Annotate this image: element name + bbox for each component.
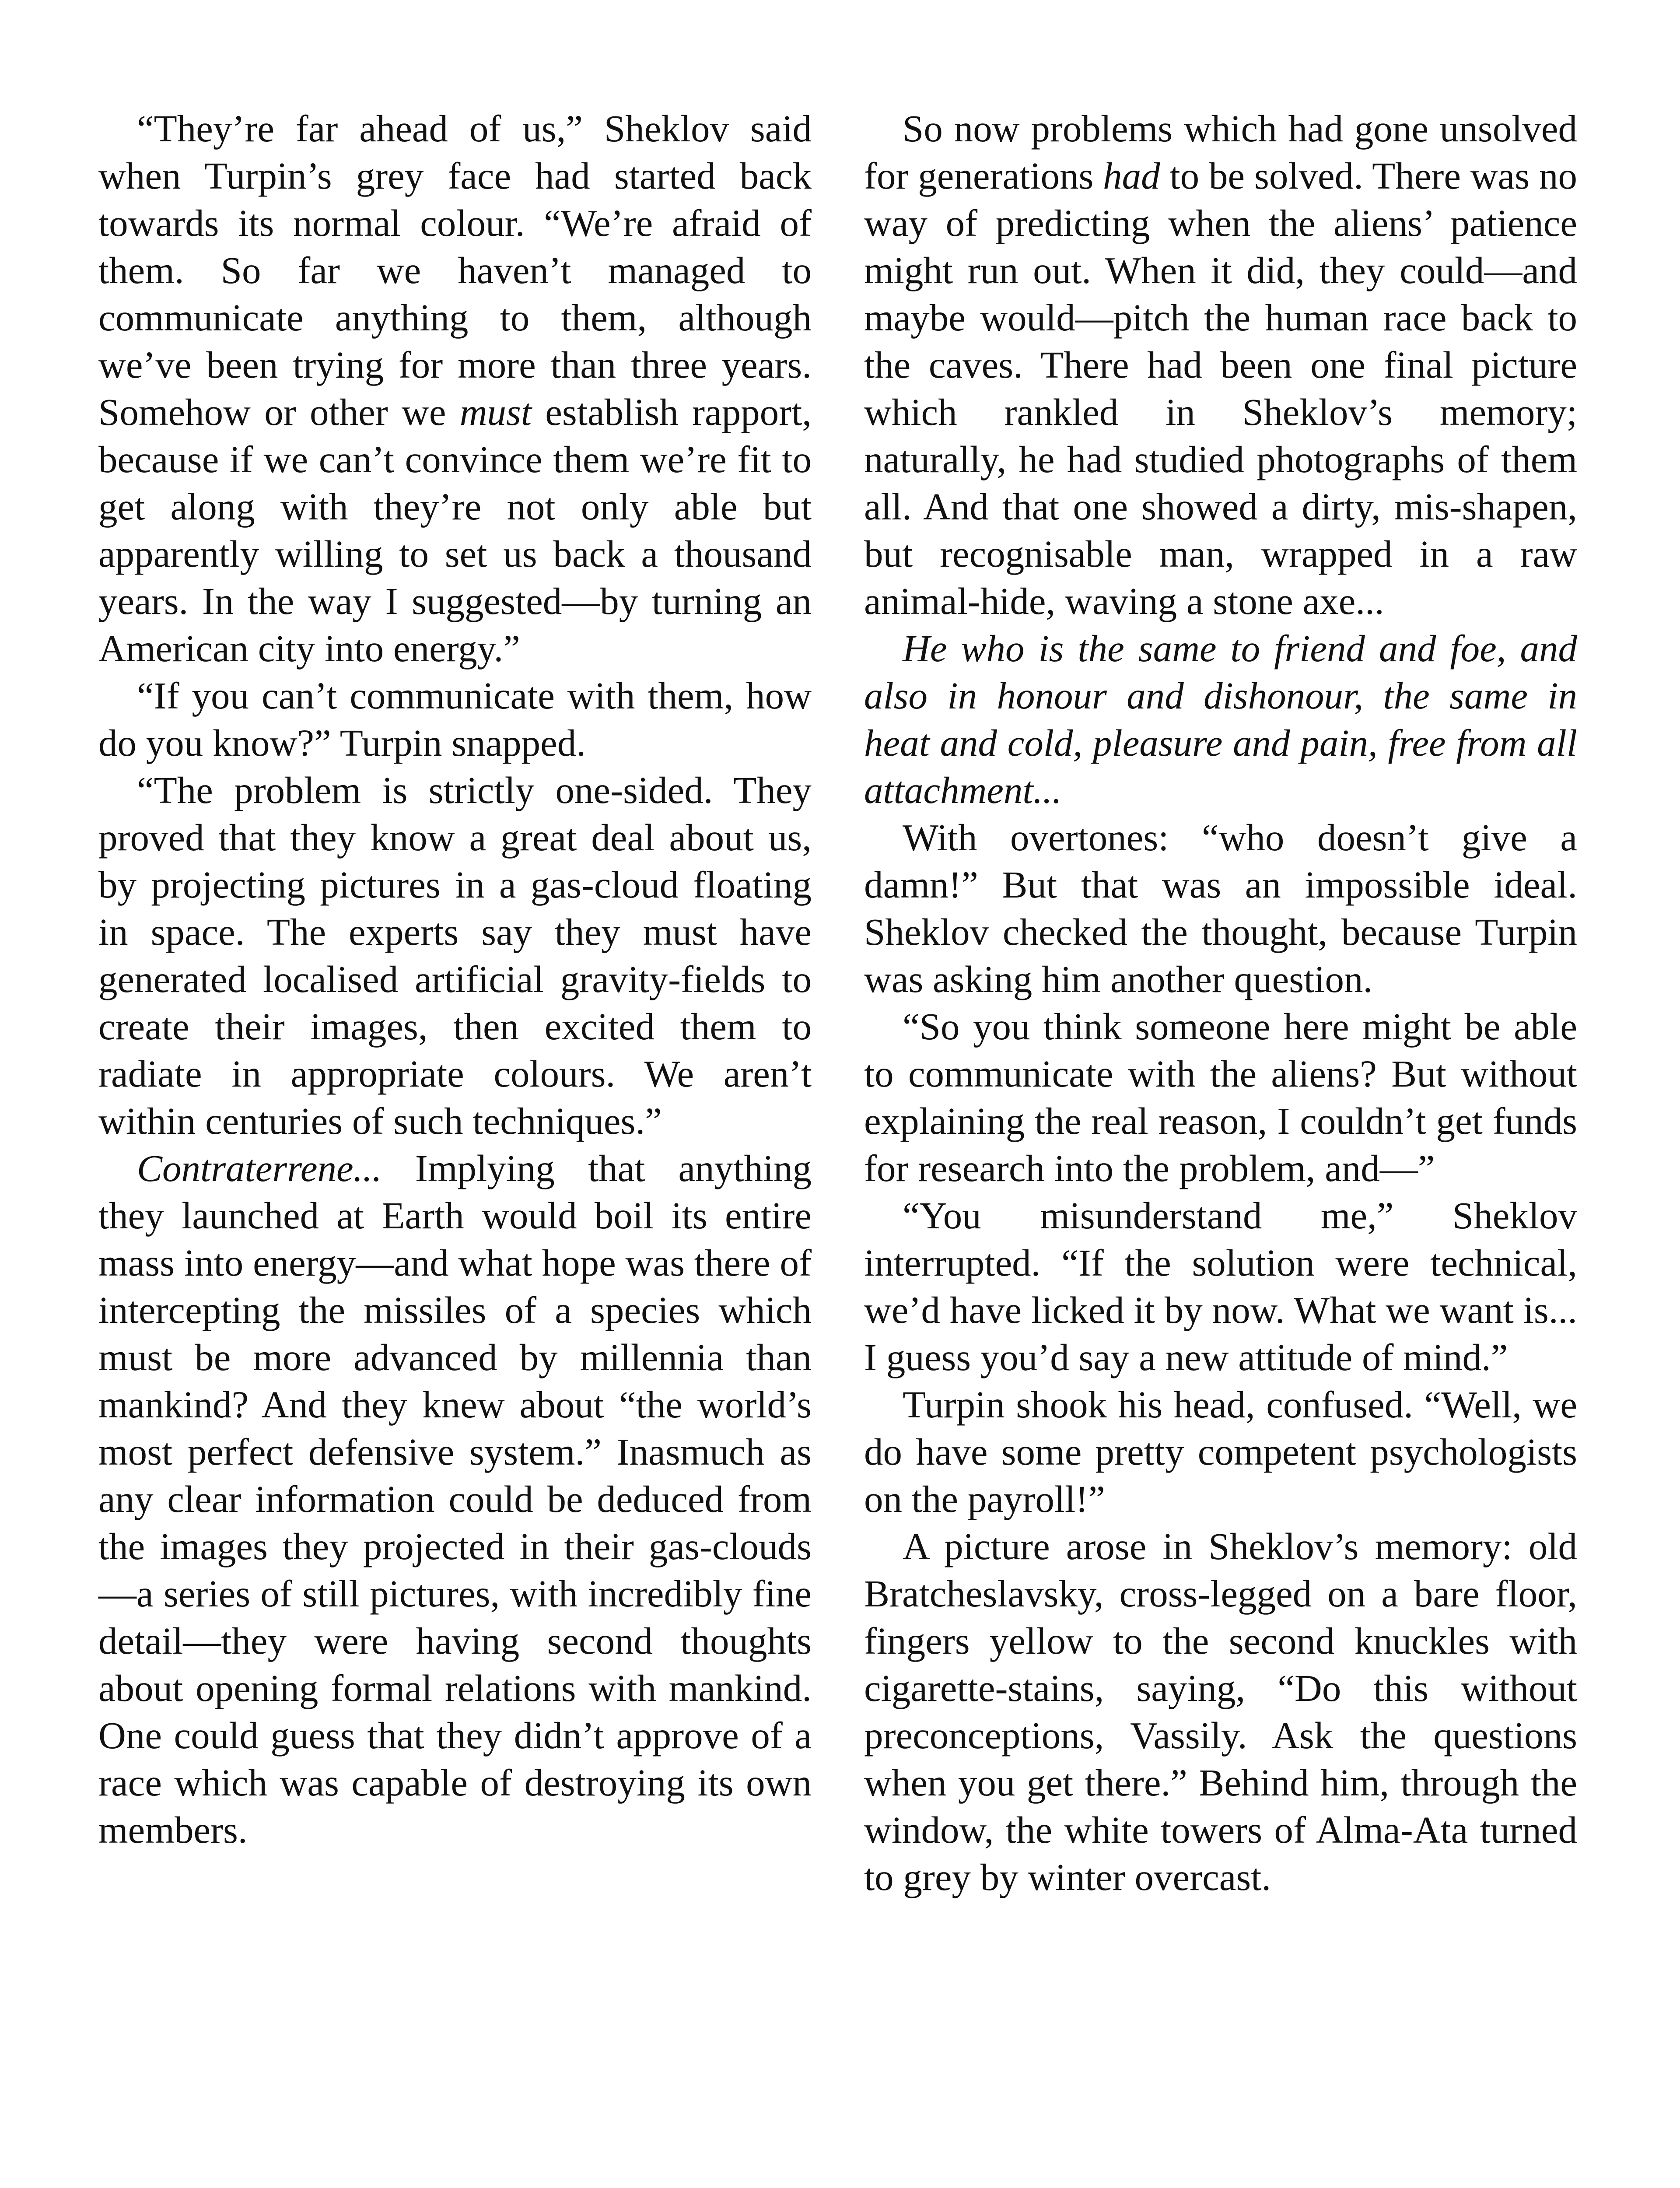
right-column (864, 105, 1577, 1901)
left-column (98, 105, 812, 1854)
emphasis: had (1103, 154, 1160, 197)
paragraph: “If you can’t communicate with them, how do you know?” Turpin snapped. (98, 674, 812, 764)
emphasis: Contraterrene... (137, 1147, 382, 1189)
quote-paragraph (864, 625, 1577, 814)
paragraph: “The problem is strictly one-sided. They proved that they know a great deal about us, by projecting pictures in a gas-cloud floating in space. The experts say they must have generated localised artificial gravity-fields to create their images, then excited them to radiate in appropriate colours. We aren’t within centuries of such techniques.” (98, 769, 812, 1142)
emphasis: He who is the same to friend and foe, and also in honour and dishonour, the same in heat and cold, pleasure and pain, free from all attachment... (864, 627, 1577, 811)
paragraph: Contraterrene... Implying that anything they launched at Earth would boil its entire mass into energy—and what hope was there of intercepting the missiles of a species which must be more advanced by millennia than mankind? And they knew about “the world’s most perfect defensive system.” Inasmuch as any clear information could be deduced from the images they projected in their gas-clouds—a series of still pictures, with incredibly fine detail—they were having second thoughts about opening formal relations with mankind. One could guess that they didn’t approve of a race which was capable of destroying its own members. (98, 1147, 812, 1851)
paragraph: “So you think someone here might be able to communicate with the aliens? But without explaining the real reason, I couldn’t get funds for research into the problem, and—” (864, 1005, 1577, 1189)
emphasis: must (459, 391, 532, 433)
paragraph: “They’re far ahead of us,” Sheklov said when Turpin’s grey face had started back towards its normal colour. “We’re afraid of them. So far we haven’t managed to communicate anything to them, although we’ve been trying for more than three years. Somehow or other we must establish rapport, because if we can’t convince them we’re fit to get along with they’re not only able but apparently willing to set us back a thousand years. In the way I suggested—by turning an American city into energy.” (98, 107, 812, 670)
paragraph: Turpin shook his head, confused. “Well, we do have some pretty competent psychologists on the payroll!” (864, 1383, 1577, 1520)
paragraph: A picture arose in Sheklov’s memory: old Bratcheslavsky, cross-legged on a bare floor, fingers yellow to the second knuckles with cigarette-stains, saying, “Do this without preconceptions, Vassily. Ask the questions when you get there.” Behind him, through the window, the white towers of Alma-Ata turned to grey by winter overcast. (864, 1525, 1577, 1898)
paragraph: So now problems which had gone unsolved for generations had to be solved. There was no way of predicting when the aliens’ patience might run out. When it did, they could—and maybe would—pitch the human race back to the caves. There had been one final picture which rankled in Sheklov’s memory; naturally, he had studied photographs of them all. And that one showed a dirty, mis-shapen, but recognisable man, wrapped in a raw animal-hide, waving a stone axe... (864, 107, 1577, 622)
paragraph: With overtones: “who doesn’t give a damn!” But that was an impossible ideal. Sheklov checked the thought, because Turpin was asking him another question. (864, 816, 1577, 1000)
paragraph: “You misunderstand me,” Sheklov interrupted. “If the solution were technical, we’d have licked it by now. What we want is... I guess you’d say a new attitude of mind.” (864, 1194, 1577, 1378)
